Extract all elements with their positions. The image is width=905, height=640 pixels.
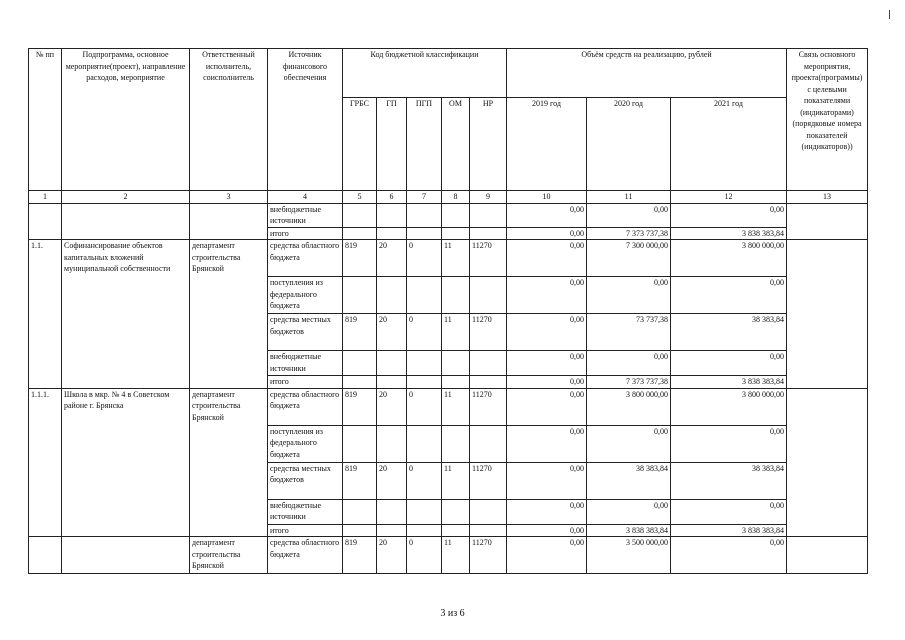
value-2020: 0,00	[587, 499, 671, 524]
source-cell: средства местных бюджетов	[268, 314, 343, 351]
source-cell: внебюджетные источники	[268, 499, 343, 524]
value-2020: 0,00	[587, 277, 671, 314]
header-2019: 2019 год	[507, 98, 587, 191]
value-2019: 0,00	[507, 499, 587, 524]
column-number: 6	[377, 191, 407, 204]
om-cell: 11	[442, 462, 470, 499]
source-cell: поступления из федерального бюджета	[268, 277, 343, 314]
value-2019: 0,00	[507, 537, 587, 574]
value-2021: 0,00	[671, 425, 787, 462]
grbs-cell: 819	[343, 462, 377, 499]
column-number: 7	[407, 191, 442, 204]
value-2019: 0,00	[507, 227, 587, 240]
column-number: 1	[29, 191, 62, 204]
column-number: 13	[787, 191, 868, 204]
gp-cell: 20	[377, 462, 407, 499]
gp-cell: 20	[377, 388, 407, 425]
responsible-cell	[190, 203, 268, 240]
value-2019: 0,00	[507, 203, 587, 227]
value-2019: 0,00	[507, 277, 587, 314]
source-cell: итого	[268, 227, 343, 240]
nr-cell: 11270	[470, 462, 507, 499]
indicator-cell	[787, 388, 868, 537]
value-2021: 38 383,84	[671, 314, 787, 351]
value-2021: 0,00	[671, 203, 787, 227]
gp-cell: 20	[377, 314, 407, 351]
value-2021: 3 800 000,00	[671, 388, 787, 425]
column-number: 8	[442, 191, 470, 204]
value-2020: 3 800 000,00	[587, 388, 671, 425]
value-2021: 3 800 000,00	[671, 240, 787, 277]
value-2020: 7 300 000,00	[587, 240, 671, 277]
indicator-cell	[787, 537, 868, 574]
header-2020: 2020 год	[587, 98, 671, 191]
value-2019: 0,00	[507, 524, 587, 537]
value-2021: 0,00	[671, 537, 787, 574]
num-cell	[29, 203, 62, 240]
nr-cell: 11270	[470, 537, 507, 574]
column-number: 9	[470, 191, 507, 204]
value-2019: 0,00	[507, 425, 587, 462]
header-responsible: Ответственный исполнитель, соисполнитель	[190, 49, 268, 191]
table-row	[29, 240, 868, 277]
value-2019: 0,00	[507, 314, 587, 351]
header-source: Источник финансового обеспечения	[268, 49, 343, 191]
source-cell: средства областного бюджета	[268, 537, 343, 574]
value-2020: 0,00	[587, 203, 671, 227]
source-cell: средства областного бюджета	[268, 388, 343, 425]
page-number: 3 из 6	[440, 608, 465, 619]
nr-cell: 11270	[470, 388, 507, 425]
source-cell: итого	[268, 376, 343, 389]
column-number: 10	[507, 191, 587, 204]
header-pgp: ПГП	[407, 98, 442, 191]
grbs-cell: 819	[343, 240, 377, 277]
header-grbs: ГРБС	[343, 98, 377, 191]
pgp-cell: 0	[407, 240, 442, 277]
responsible-executor: департамент строительства Брянской	[190, 537, 268, 574]
responsible-executor: департамент строительства Брянской	[190, 240, 268, 389]
pgp-cell: 0	[407, 314, 442, 351]
column-number: 11	[587, 191, 671, 204]
value-2020: 7 373 737,38	[587, 376, 671, 389]
budget-table	[28, 48, 868, 574]
om-cell: 11	[442, 240, 470, 277]
header-num: № пп	[29, 49, 62, 191]
table-row	[29, 388, 868, 425]
source-cell: итого	[268, 524, 343, 537]
grbs-cell: 819	[343, 537, 377, 574]
value-2019: 0,00	[507, 462, 587, 499]
value-2020: 38 383,84	[587, 462, 671, 499]
gp-cell: 20	[377, 240, 407, 277]
value-2021: 0,00	[671, 351, 787, 376]
header-om: ОМ	[442, 98, 470, 191]
table-row	[29, 203, 868, 227]
value-2019: 0,00	[507, 240, 587, 277]
value-2021: 3 838 383,84	[671, 524, 787, 537]
pgp-cell: 0	[407, 537, 442, 574]
scan-mark	[889, 10, 890, 19]
nr-cell: 11270	[470, 240, 507, 277]
value-2021: 3 838 383,84	[671, 227, 787, 240]
pgp-cell: 0	[407, 462, 442, 499]
column-number: 4	[268, 191, 343, 204]
value-2020: 3 838 383,84	[587, 524, 671, 537]
value-2020: 73 737,38	[587, 314, 671, 351]
header-nr: НР	[470, 98, 507, 191]
source-cell: поступления из федерального бюджета	[268, 425, 343, 462]
gp-cell: 20	[377, 537, 407, 574]
row-number: 1.1.	[29, 240, 62, 389]
program-cell	[62, 203, 190, 240]
om-cell: 11	[442, 314, 470, 351]
column-number: 2	[62, 191, 190, 204]
om-cell: 11	[442, 537, 470, 574]
value-2020: 0,00	[587, 425, 671, 462]
program-title: Школа в мкр. № 4 в Советском районе г. Брянска	[62, 388, 190, 537]
table-row	[29, 537, 868, 574]
column-number: 3	[190, 191, 268, 204]
indicator-cell	[787, 203, 868, 240]
header-gp: ГП	[377, 98, 407, 191]
grbs-cell: 819	[343, 314, 377, 351]
value-2019: 0,00	[507, 376, 587, 389]
indicator-cell	[787, 240, 868, 389]
header-budget-code: Код бюджетной классификации	[343, 49, 507, 98]
source-cell: средства местных бюджетов	[268, 462, 343, 499]
value-2020: 0,00	[587, 351, 671, 376]
header-indicator-link: Связь основного мероприятия, проекта(программы) с целевыми показателями (индикаторами) (порядковые номера показателей (индикаторов))	[787, 49, 868, 191]
value-2019: 0,00	[507, 351, 587, 376]
grbs-cell: 819	[343, 388, 377, 425]
column-number: 12	[671, 191, 787, 204]
value-2021: 3 838 383,84	[671, 376, 787, 389]
source-cell: внебюджетные источники	[268, 351, 343, 376]
source-cell: средства областного бюджета	[268, 240, 343, 277]
value-2021: 38 383,84	[671, 462, 787, 499]
row-number: 1.1.1.	[29, 388, 62, 537]
header-funds: Объём средств на реализацию, рублей	[507, 49, 787, 98]
program-title: Софинансирование объектов капитальных вложений муниципальной собственности	[62, 240, 190, 389]
header-program: Подпрограмма, основное мероприятие(проект), направление расходов, мероприятие	[62, 49, 190, 191]
value-2020: 7 373 737,38	[587, 227, 671, 240]
source-cell: внебюджетные источники	[268, 203, 343, 227]
value-2021: 0,00	[671, 277, 787, 314]
column-number-row	[29, 191, 868, 204]
nr-cell: 11270	[470, 314, 507, 351]
header-2021: 2021 год	[671, 98, 787, 191]
om-cell: 11	[442, 388, 470, 425]
pgp-cell: 0	[407, 388, 442, 425]
value-2021: 0,00	[671, 499, 787, 524]
column-number: 5	[343, 191, 377, 204]
value-2020: 3 500 000,00	[587, 537, 671, 574]
responsible-executor: департамент строительства Брянской	[190, 388, 268, 537]
value-2019: 0,00	[507, 388, 587, 425]
